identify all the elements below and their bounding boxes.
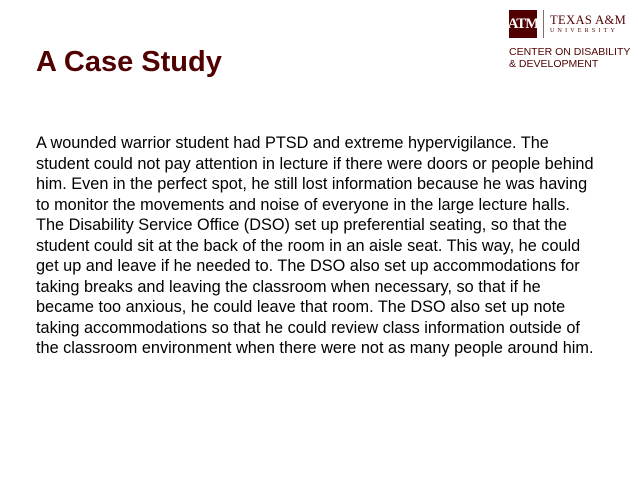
university-name: TEXAS A&M <box>550 12 627 27</box>
slide-body-text: A wounded warrior student had PTSD and extreme hypervigilance. The student could not pay attention in lecture if there were doors or people behind him. Even in the perfect spot, he still lost information because he was having to monitor the movements and noise of everyone in the large lecture halls. The Disability Service Office (DSO) set up preferential seating, so that the student could sit at the back of the room in an aisle seat. This way, he could get up and leave if he needed to. The DSO also set up accommodations for taking breaks and leaving the classroom when necessary, so that if he became too anxious, he could leave that room. The DSO also set up note taking accommodations so that he could review class information outside of the classroom environment when there were not as many people around him. <box>36 134 594 357</box>
logo-header <box>509 10 633 38</box>
atm-logo-icon: ATM <box>509 10 537 38</box>
center-name-line-1: CENTER ON DISABILITY <box>509 46 631 58</box>
tamu-cdd-logo <box>509 10 633 70</box>
logo-names <box>550 13 626 36</box>
slide-title: A Case Study <box>36 46 222 78</box>
university-subtitle: UNIVERSITY <box>550 27 618 34</box>
logo-divider <box>543 10 544 38</box>
center-name-line-2: & DEVELOPMENT <box>509 57 599 70</box>
center-name <box>509 47 633 70</box>
